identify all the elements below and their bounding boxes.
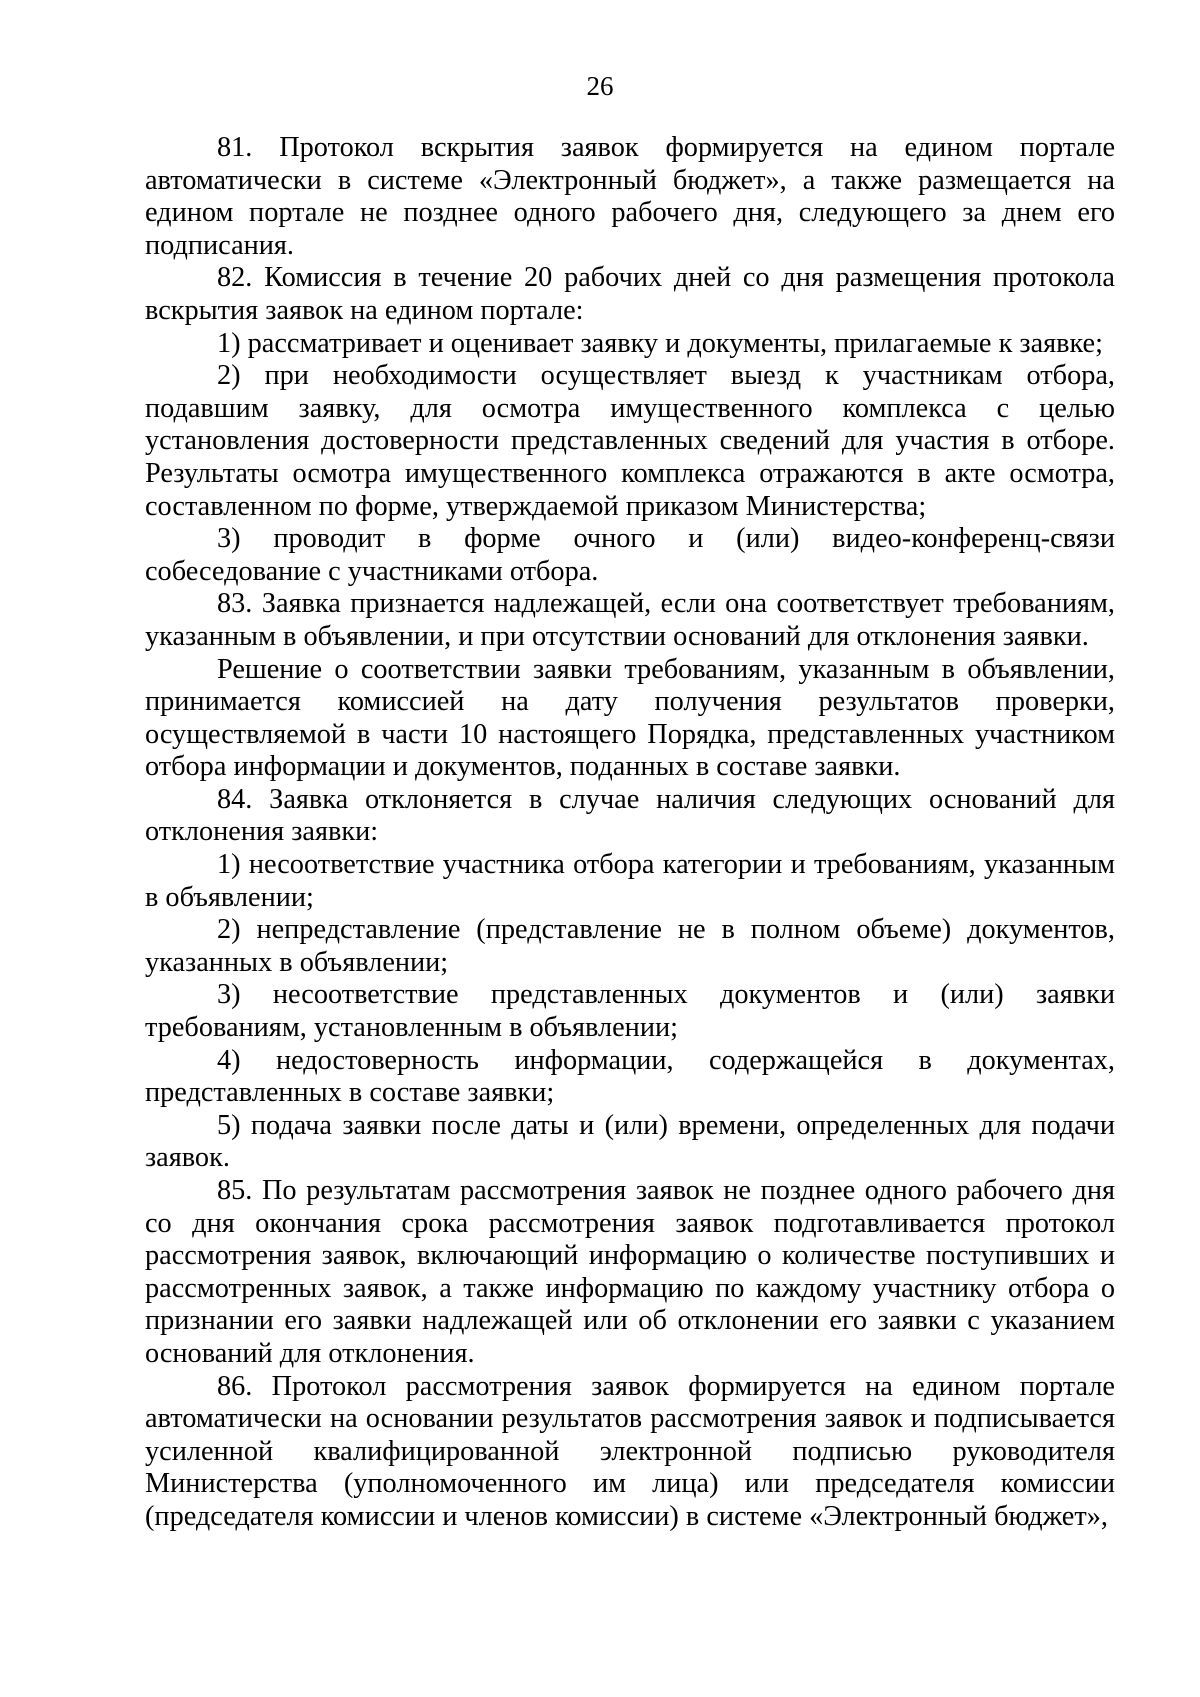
paragraph-82-item-2: 2) при необходимости осуществляет выезд к участникам отбора, подавшим заявку, для осмотра имущественного комплекса с целью установления достоверности представленных сведений для участия в отборе. Результаты осмотра имущественного комплекса отражаются в акте осмотра, составленном по форме, утверждаемой приказом Министерства; — [145, 360, 1115, 522]
paragraph-82-item-3: 3) проводит в форме очного и (или) видео-конференц-связи собеседование с участниками отбора. — [145, 523, 1115, 587]
paragraph-82: 82. Комиссия в течение 20 рабочих дней со дня размещения протокола вскрытия заявок на едином портале: — [145, 262, 1115, 326]
paragraph-84-item-2: 2) непредставление (представление не в полном объеме) документов, указанных в объявлении; — [145, 914, 1115, 978]
page-number: 26 — [586, 71, 614, 101]
paragraph-86: 86. Протокол рассмотрения заявок формируется на едином портале автоматически на основании результатов рассмотрения заявок и подписывается усиленной квалифицированной электронной подписью руководителя Министерства (уполномоченного им лица) или председателя комиссии (председателя комиссии и членов комиссии) в системе «Электронный бюджет», — [145, 1370, 1115, 1532]
paragraph-84-item-1: 1) несоответствие участника отбора категории и требованиям, указанным в объявлении; — [145, 849, 1115, 913]
paragraph-81: 81. Протокол вскрытия заявок формируется на едином портале автоматически в системе «Электронный бюджет», а также размещается на едином портале не позднее одного рабочего дня, следующего за днем его подписания. — [145, 132, 1115, 261]
paragraph-84-item-4: 4) недостоверность информации, содержащейся в документах, представленных в составе заявки; — [145, 1044, 1115, 1109]
paragraph-83-decision: Решение о соответствии заявки требованиям, указанным в объявлении, принимается комиссией на дату получения результатов проверки, осуществляемой в части 10 настоящего Порядка, представленных участником отбора информации и документов, поданных в составе заявки. — [145, 653, 1115, 783]
paragraph-84-item-5: 5) подача заявки после даты и (или) времени, определенных для подачи заявок. — [145, 1109, 1115, 1174]
paragraph-84-item-3: 3) несоответствие представленных документов и (или) заявки требованиям, установленным в объявлении; — [145, 979, 1115, 1044]
paragraph-83: 83. Заявка признается надлежащей, если она соответствует требованиям, указанным в объявлении, и при отсутствии оснований для отклонения заявки. — [145, 588, 1115, 652]
paragraph-85: 85. По результатам рассмотрения заявок не позднее одного рабочего дня со дня окончания срока рассмотрения заявок подготавливается протокол рассмотрения заявок, включающий информацию о количестве поступивших и рассмотренных заявок, а также информацию по каждому участнику отбора о признании его заявки надлежащей или об отклонении его заявки с указанием оснований для отклонения. — [145, 1175, 1115, 1369]
document-body — [145, 132, 1115, 1534]
paragraph-82-item-1: 1) рассматривает и оценивает заявку и документы, прилагаемые к заявке; — [217, 327, 1103, 359]
paragraph-84: 84. Заявка отклоняется в случае наличия следующих оснований для отклонения заявки: — [145, 783, 1115, 848]
